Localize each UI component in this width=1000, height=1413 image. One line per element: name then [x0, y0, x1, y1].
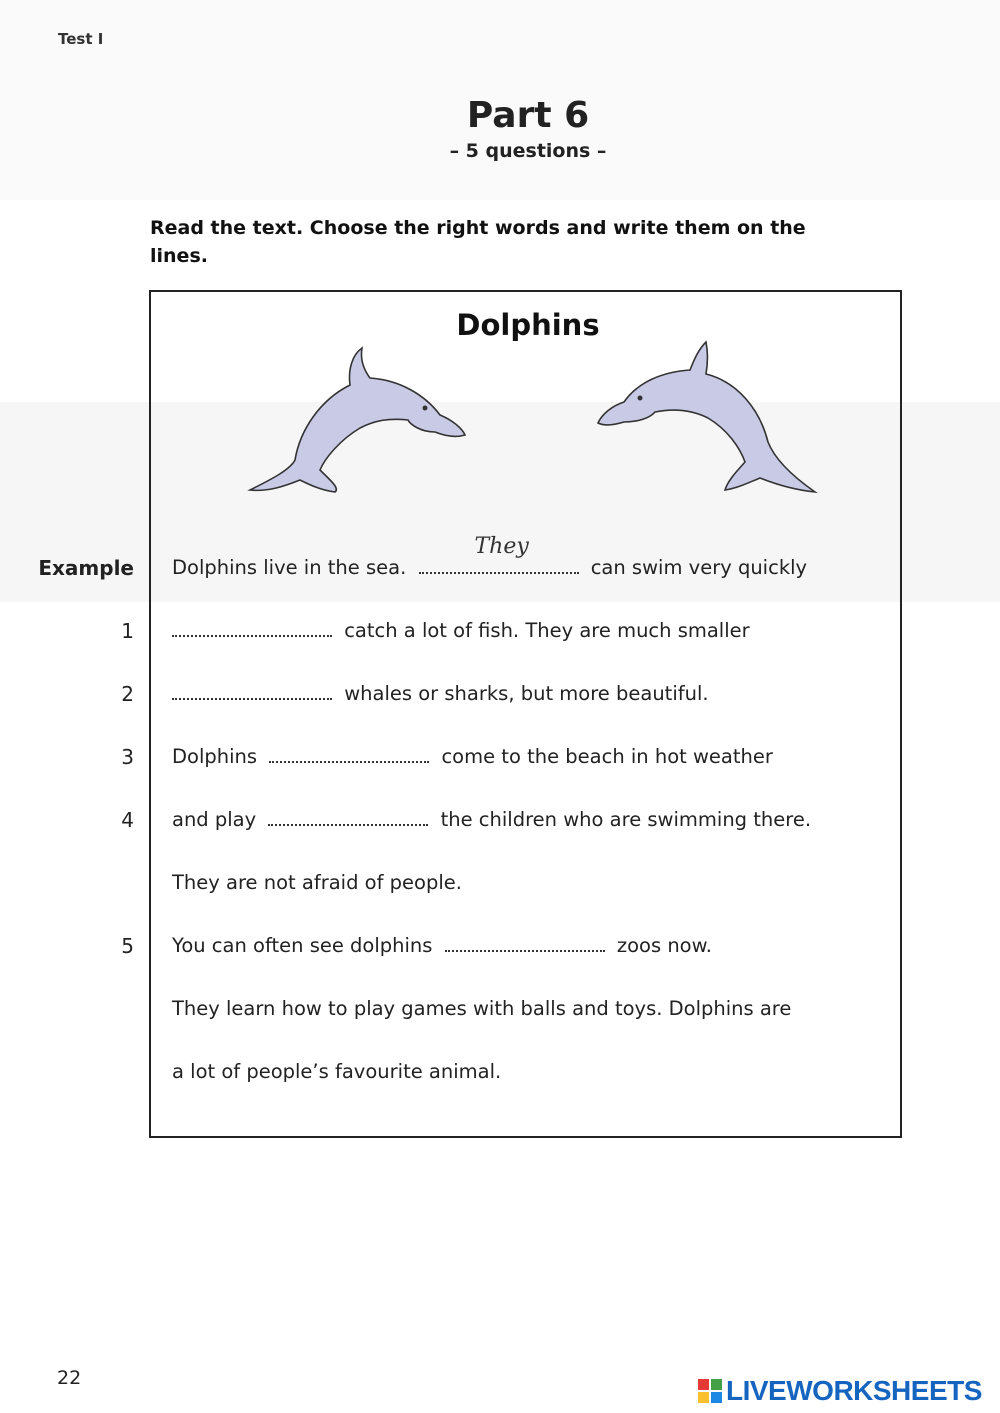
question-number-5: 5	[121, 934, 134, 958]
line-text-before: and play	[172, 808, 257, 831]
question-number-2: 2	[121, 682, 134, 706]
passage-title: Dolphins	[456, 308, 600, 342]
brand-name: LIVEWORKSHEETS	[726, 1375, 982, 1406]
line-text-before: You can often see dolphins	[172, 934, 433, 957]
answer-gap-5[interactable]	[445, 934, 605, 952]
passage-line-2	[172, 682, 709, 705]
line-text-after: the children who are swimming there.	[440, 808, 812, 831]
part-title: Part 6	[466, 95, 590, 136]
example-sentence	[172, 534, 808, 579]
answer-gap-2[interactable]	[172, 682, 332, 700]
passage-line-plain: They are not afraid of people.	[172, 871, 462, 894]
passage-line-3	[172, 745, 773, 768]
page-number: 22	[57, 1367, 82, 1389]
question-number-4: 4	[121, 808, 134, 832]
answer-gap-1[interactable]	[172, 619, 332, 637]
test-label: Test I	[58, 30, 104, 48]
dolphin-eye-icon	[638, 396, 643, 401]
liveworksheets-logo-icon	[698, 1379, 722, 1403]
line-text-after: whales or sharks, but more beautiful.	[344, 682, 709, 705]
passage-line-5	[172, 934, 712, 957]
dolphin-right-illustration	[590, 330, 820, 500]
question-number-3: 3	[121, 745, 134, 769]
liveworksheets-brand[interactable]	[698, 1375, 982, 1407]
instructions: Read the text. Choose the right words and write them on the lines.	[150, 217, 806, 267]
answer-gap-3[interactable]	[269, 745, 429, 763]
line-text-after: come to the beach in hot weather	[441, 745, 773, 768]
dolphin-left-illustration	[240, 340, 470, 500]
passage-line-1	[172, 619, 750, 642]
dolphin-eye-icon	[423, 406, 428, 411]
line-text-before: Dolphins	[172, 745, 258, 768]
example-answer: They	[474, 534, 529, 559]
answer-gap-4[interactable]	[268, 808, 428, 826]
question-number-1: 1	[121, 619, 134, 643]
line-text-after: zoos now.	[616, 934, 712, 957]
example-text-before: Dolphins live in the sea.	[172, 556, 407, 579]
example-answer-gap	[419, 534, 579, 574]
example-text-after: can swim very quickly	[590, 556, 808, 579]
passage-line-4	[172, 808, 811, 831]
line-text-after: catch a lot of fish. They are much smaller	[344, 619, 750, 642]
example-label: Example	[38, 556, 134, 580]
passage-line-plain: They learn how to play games with balls and toys. Dolphins are	[172, 997, 792, 1020]
passage-line-plain: a lot of people’s favourite animal.	[172, 1060, 502, 1083]
part-subtitle: – 5 questions –	[449, 140, 607, 162]
